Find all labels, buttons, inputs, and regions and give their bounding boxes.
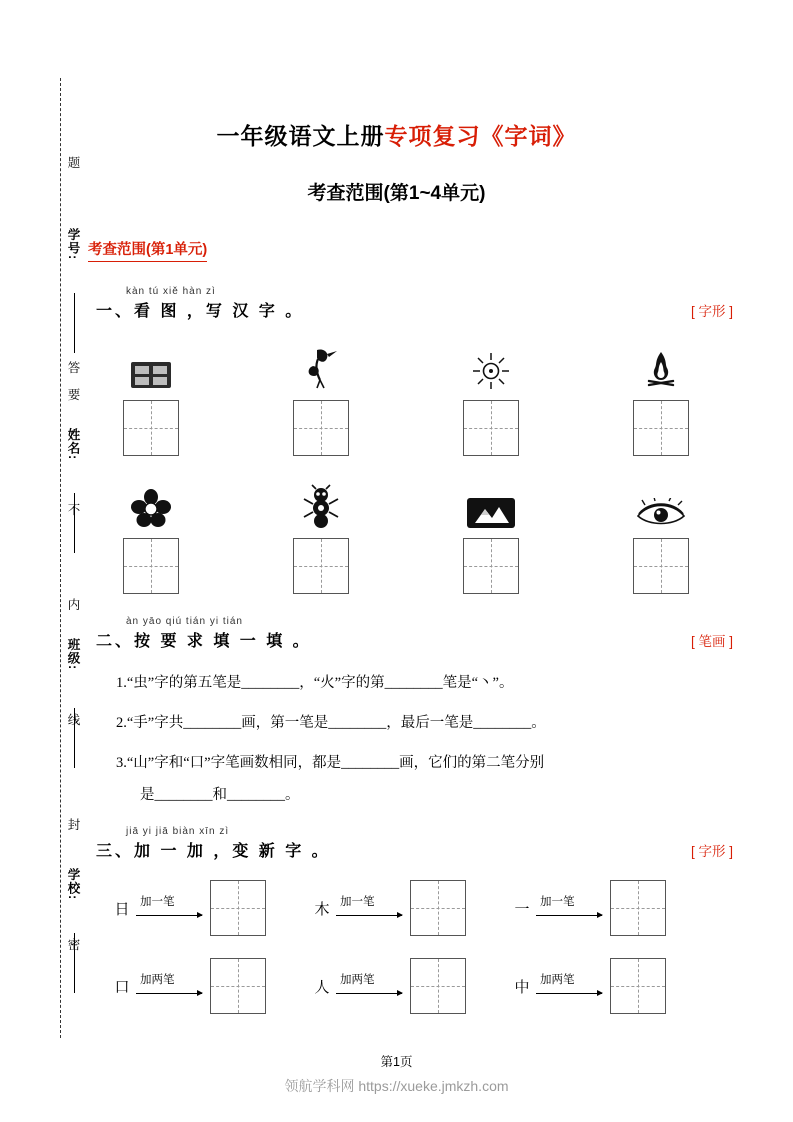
seal-field-student-number: 学号: [66,228,80,261]
picture-cell [266,340,376,456]
arrow-label: 加两笔 [340,974,375,986]
arrow-label: 加一笔 [140,896,175,908]
picture-row-2 [96,478,716,594]
source-char: 中 [514,978,530,996]
question-2-1[interactable]: 1.“虫”字的第五笔是________，“火”字的第________笔是“丶”。 [116,675,514,691]
chocolate-bar-icon [129,340,173,392]
section-1-pinyin: kàn tú xiě hàn zì [126,286,216,297]
seal-strip [52,78,84,1038]
flower-icon [130,478,172,530]
title-prefix: 一年级语文上册 [216,123,385,149]
seal-blank-student-number [74,293,75,353]
section-1-heading: 一、看 图 ，写 汉 字 。 [96,303,305,320]
arrow-line [336,993,402,994]
seal-blank-name [74,493,75,553]
section-2-header [96,616,312,651]
picture-cell [436,478,546,594]
title-highlight: 专项复习《字词》 [384,123,577,149]
section-3-pinyin: jiā yi jiā biàn xīn zì [126,826,230,837]
source-char: 口 [114,978,130,996]
arrow-line [136,915,202,916]
arrow-line [336,915,402,916]
add-stroke-row-2 [112,958,712,1014]
picture-cell [606,340,716,456]
watermark: 领航学科网 https://xueke.jmkzh.com [284,1078,509,1094]
page-number: 第1页 [380,1055,413,1069]
seal-field-name: 姓名: [66,428,80,461]
writing-grid[interactable] [610,958,666,1014]
arrow-add-one-stroke [334,893,408,923]
arrow-add-one-stroke [534,893,608,923]
arrow-label: 加一笔 [540,896,575,908]
arrow-line [536,915,602,916]
section-2-heading: 二、按 要 求 填 一 填 。 [96,633,312,650]
add-stroke-group [112,880,312,936]
source-char: 日 [114,900,130,918]
arrow-add-two-strokes [334,971,408,1001]
sun-icon [470,340,512,392]
seal-word-xian: 线 [66,713,80,726]
page-title [0,118,793,151]
add-stroke-group [112,958,312,1014]
writing-grid[interactable] [293,538,349,594]
question-2-2[interactable]: 2.“手”字共________画，第一笔是________，最后一笔是________。 [116,715,546,731]
add-stroke-group [312,880,512,936]
section-3-tag: [ 字形 ] [690,844,733,859]
writing-grid[interactable] [410,880,466,936]
seal-word-yao: 要 [66,388,80,401]
arrow-label: 加一笔 [340,896,375,908]
writing-grid[interactable] [123,538,179,594]
question-2-3-cont[interactable]: 是________和________。 [140,787,300,803]
picture-cell [606,478,716,594]
add-stroke-row-1 [112,880,712,936]
section-3-heading: 三、加 一 加 ，变 新 字 。 [96,843,331,860]
writing-grid[interactable] [410,958,466,1014]
section-2-tag: [ 笔画 ] [690,634,733,649]
arrow-add-two-strokes [534,971,608,1001]
seal-note-ti: 题 [66,156,80,171]
campfire-icon [639,340,683,392]
picture-cell [96,340,206,456]
crane-bird-icon [303,340,339,392]
add-stroke-group [512,958,712,1014]
picture-cell [266,478,376,594]
source-char: 人 [314,978,330,996]
seal-field-class: 班级: [66,638,80,671]
writing-grid[interactable] [463,400,519,456]
source-char: 一 [514,900,530,918]
section-1-tag: [ 字形 ] [690,304,733,319]
writing-grid[interactable] [610,880,666,936]
section-3-header [96,826,331,861]
picture-cell [96,478,206,594]
writing-grid[interactable] [210,880,266,936]
writing-grid[interactable] [123,400,179,456]
seal-field-school: 学校: [66,868,80,901]
add-stroke-group [512,880,712,936]
arrow-line [536,993,602,994]
arrow-line [136,993,202,994]
seal-word-da: 答 [66,361,80,374]
insect-icon [301,478,341,530]
page-subtitle: 考查范围(第1~4单元) [307,183,486,204]
section-2-pinyin: àn yāo qiú tián yi tián [126,616,243,627]
picture-row-1 [96,340,716,456]
seal-word-bu: 不 [66,503,80,516]
arrow-label: 加两笔 [140,974,175,986]
unit-heading: 考查范围(第1单元) [88,238,207,262]
mountain-icon [467,478,515,530]
seal-word-feng: 封 [66,818,80,831]
writing-grid[interactable] [463,538,519,594]
source-char: 木 [314,900,330,918]
add-stroke-group [312,958,512,1014]
writing-grid[interactable] [210,958,266,1014]
question-2-3[interactable]: 3.“山”字和“口”字笔画数相同，都是________画，它们的第二笔分别 [116,755,545,771]
arrow-label: 加两笔 [540,974,575,986]
writing-grid[interactable] [633,538,689,594]
writing-grid[interactable] [293,400,349,456]
arrow-add-one-stroke [134,893,208,923]
arrow-add-two-strokes [134,971,208,1001]
seal-word-mi: 密 [66,938,80,951]
picture-cell [436,340,546,456]
section-1-header [96,286,304,321]
writing-grid[interactable] [633,400,689,456]
seal-dashed-line [60,78,61,1038]
eye-icon [635,478,687,530]
seal-word-nei: 内 [66,598,80,611]
